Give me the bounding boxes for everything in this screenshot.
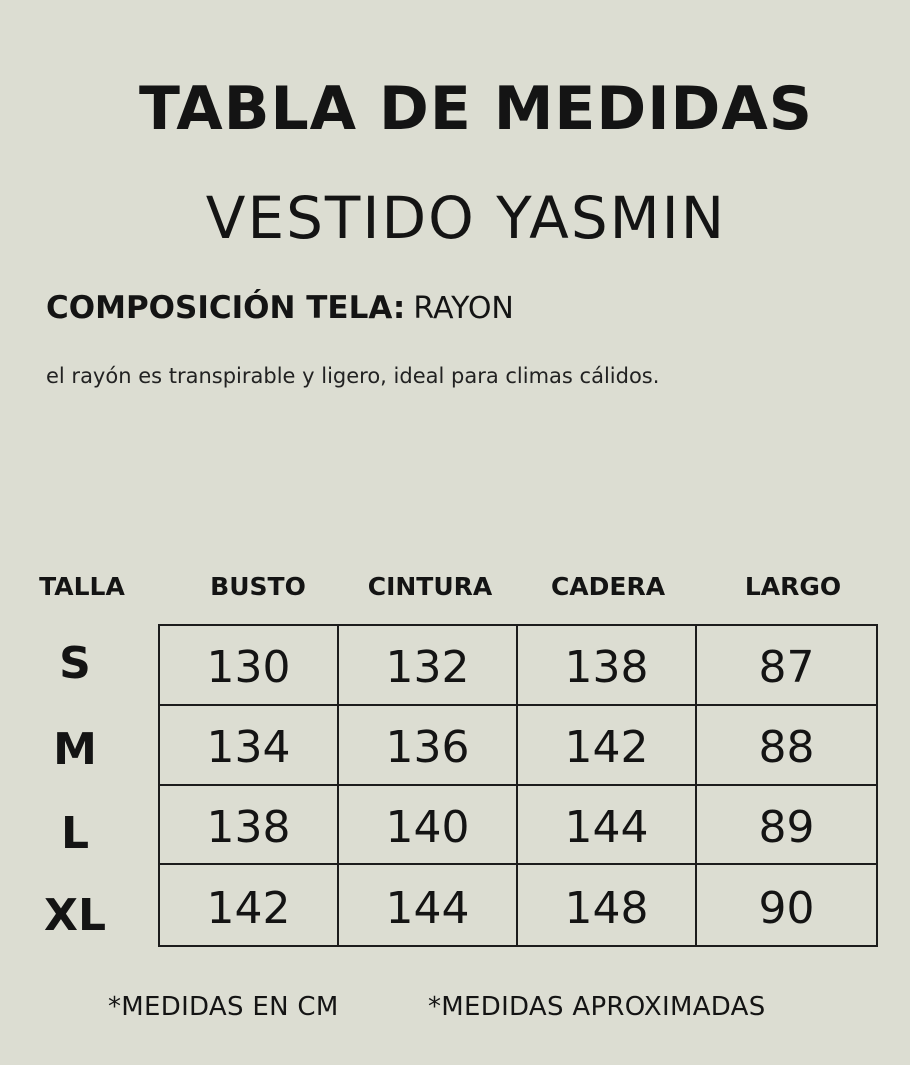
- table-cell: 140: [339, 786, 518, 866]
- table-cell: 144: [339, 865, 518, 945]
- table-cell: 142: [518, 706, 697, 786]
- table-cell: 136: [339, 706, 518, 786]
- table-cell: 88: [697, 706, 876, 786]
- note-units: *MEDIDAS EN CM: [108, 992, 339, 1022]
- table-cell: 134: [160, 706, 339, 786]
- header-cintura: CINTURA: [367, 572, 493, 601]
- table-cell: 144: [518, 786, 697, 866]
- table-cell: 132: [339, 626, 518, 706]
- fabric-composition: [46, 290, 514, 326]
- table-cell: 142: [160, 865, 339, 945]
- page-title: TABLA DE MEDIDAS: [139, 74, 813, 144]
- table-cell: 87: [697, 626, 876, 706]
- note-approximate: *MEDIDAS APROXIMADAS: [428, 992, 766, 1022]
- header-largo: LARGO: [744, 572, 842, 601]
- table-cell: 138: [160, 786, 339, 866]
- table-cell: 130: [160, 626, 339, 706]
- size-label-s: S: [59, 638, 91, 689]
- composition-value: RAYON: [413, 291, 514, 326]
- size-label-m: M: [53, 724, 97, 775]
- table-cell: 148: [518, 865, 697, 945]
- product-name: VESTIDO YASMIN: [205, 184, 727, 252]
- header-cadera: CADERA: [550, 572, 666, 601]
- composition-label: COMPOSICIÓN TELA:: [46, 290, 406, 326]
- fabric-description: el rayón es transpirable y ligero, ideal para climas cálidos.: [46, 364, 660, 388]
- size-label-l: L: [60, 808, 90, 859]
- measurements-table: [158, 624, 878, 947]
- table-cell: 138: [518, 626, 697, 706]
- table-cell: 90: [758, 882, 815, 934]
- header-busto: BUSTO: [210, 572, 306, 601]
- header-talla: TALLA: [39, 572, 125, 601]
- table-cell: 89: [697, 786, 876, 866]
- size-label-xl: XL: [44, 890, 106, 941]
